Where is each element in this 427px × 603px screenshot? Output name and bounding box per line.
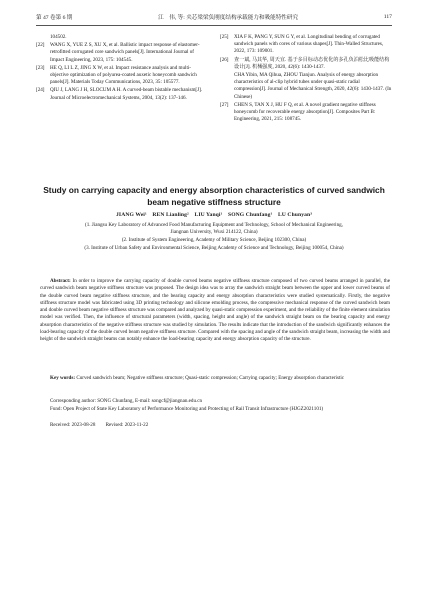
reference-text: QIU J, LANG J H, SLOCUM A H. A curved-beam bistable mechanism[J]. Journal of Microelectromechanical Systems, 2004, 13(2): 137-146. bbox=[50, 87, 203, 101]
reference-number: [25] bbox=[220, 34, 229, 40]
author-list: JIANG Wei¹ REN Lianling² LIU Yanqi¹ SONG Chunfang¹ LU Chunyan³ bbox=[116, 212, 312, 218]
references-left-column bbox=[36, 34, 208, 124]
reference-number: [27] bbox=[220, 101, 229, 108]
reference-text: 查一斌, 马其华, 周天宜. 基于多目标动态优化的多孔负泊松比吸能结构设计[J]. 机械强度, 2020, 42(6): 1430-1437. bbox=[234, 56, 390, 70]
reference-text: WANG X, YUE Z S, XU X, et al. Ballistic impact response of elastomer-retrofitted corrugated core sandwich panels[J]. International Journal of Impact Engineering, 2023, 175: 104545. bbox=[50, 42, 200, 63]
running-title: 江 伟, 等: 夹芯梁梁负刚度结构承载能力和吸能特性研究 bbox=[158, 15, 299, 21]
reference-text: XIA F K, PANG Y, SUN G Y, et al. Longitudinal bending of corrugated sandwich panels with cores of various shapes[J]. Thin-Walled Structures, 2022, 173: 109001. bbox=[234, 34, 384, 55]
reference-item bbox=[220, 34, 392, 56]
page-number: 117 bbox=[383, 14, 392, 20]
reference-text: HE Q, LI L Z, JING X W, et al. Impact resistance analysis and multi-objective optimization of polyurea-coated auxetic honeycomb sandwich panels[J]. Materials Today Communications, 2023, 35: 105577. bbox=[50, 64, 197, 86]
affiliation-1: (1. Jiangsu Key Laboratory of Advanced Food Manufacturing Equipment and Technology, School of Mechanical Engineering, bbox=[85, 222, 343, 228]
affiliation-3: (3. Institute of Urban Safety and Environmental Science, Beijing Academy of Science and Technology, Beijing 100054, China) bbox=[84, 245, 344, 251]
header-divider bbox=[36, 25, 392, 26]
reference-item bbox=[36, 87, 208, 101]
affiliation-1-cont: Jiangnan University, Wuxi 214122, China) bbox=[170, 229, 258, 235]
received-dates: Received: 2023-08-28 Revised: 2023-11-22 bbox=[50, 422, 149, 428]
references-right-column bbox=[220, 34, 392, 124]
references-section bbox=[36, 34, 392, 124]
running-header bbox=[36, 12, 392, 22]
reference-item bbox=[36, 34, 208, 41]
reference-text: 104502. bbox=[50, 34, 67, 40]
fund-info: Fund: Open Project of State Key Laboratory of Performance Monitoring and Protecting of Rail Transit Infrastructure (HJGZ2021101) bbox=[50, 406, 324, 412]
english-title: Study on carrying capacity and energy absorption characteristics of curved sandwich beam negative stiffness structure bbox=[43, 185, 385, 207]
keywords-text: Curved sandwich beam; Negative stiffness structure; Quasi-static compression; Carrying capacity; Energy absorption characteristic bbox=[76, 375, 345, 381]
reference-item bbox=[220, 102, 392, 124]
affiliation-2: (2. Institute of System Engineering, Academy of Military Science, Beijing 102300, China) bbox=[121, 237, 307, 243]
reference-item bbox=[220, 57, 392, 71]
abstract-text: In order to improve the carrying capacity of double curved beams negative stiffness structure composed of two curved beams arranged in parallel, the curved sandwich beam negative stiffness structure was proposed. The design idea was to array the sandwich straight beam between the upper and lower curved beams of the double curved beam negative stiffness structure, and the bearing capacity and energy absorption characteristics were studied systematically. Firstly, the negative stiffness structure model was fabricated using 3D printing technology and silicone emolding process, the compressive mechanical response of the curved sandwich beam and double curved beam negative stiffness structure was compared and analyzed by quasi-static compression experiment, and the reliability of the finite element simulation model was verified. Then, the influence of structural parameters (width, spacing, height and angle) of the sandwich straight beam on the bearing capacity and energy absorption characteristics of the negative stiffness structure was studied by simulation. The results indicate that the introduction of the sandwich significantly enhances the load-bearing capacity of the double curved beam negative stiffness structure. Compared with the spacing and angle of the sandwich straight beam, increasing the width and height of the sandwich straight beams can notably enhance the load-bearing capacity and energy absorption capacity of the structure. bbox=[40, 278, 390, 343]
volume-issue: 第 47 卷第 6 期 bbox=[36, 15, 73, 21]
reference-item bbox=[36, 65, 208, 87]
reference-number: [26] bbox=[220, 56, 229, 63]
abstract-label: Abstract: bbox=[50, 278, 71, 284]
keywords bbox=[40, 375, 390, 382]
reference-number: [23] bbox=[36, 64, 45, 71]
reference-item bbox=[36, 42, 208, 64]
reference-text: CHA Yibin, MA Qihua, ZHOU Tianjun. Analysis of energy absorption characteristics of al-clip hybrid tubes under quasi-static radial compression[J]. Journal of Mechanical Strength, 2020, 42(6): 1430-1437. (In Chinese) bbox=[234, 72, 392, 100]
reference-text: CHEN S, TAN X J, HU F Q, et al. A novel gradient negative stiffness honeycomb for recoverable energy absorption[J]. Composites Part B: Engineering, 2021, 215: 108745. bbox=[234, 101, 376, 123]
reference-item bbox=[220, 72, 392, 101]
reference-number: [22] bbox=[36, 42, 45, 49]
corresponding-author: Corresponding author: SONG Chunfang, E-mail: songcf@jiangnan.edu.cn bbox=[50, 398, 203, 404]
abstract bbox=[40, 278, 390, 344]
keywords-label: Key words: bbox=[50, 375, 76, 381]
reference-number: [24] bbox=[36, 87, 45, 94]
